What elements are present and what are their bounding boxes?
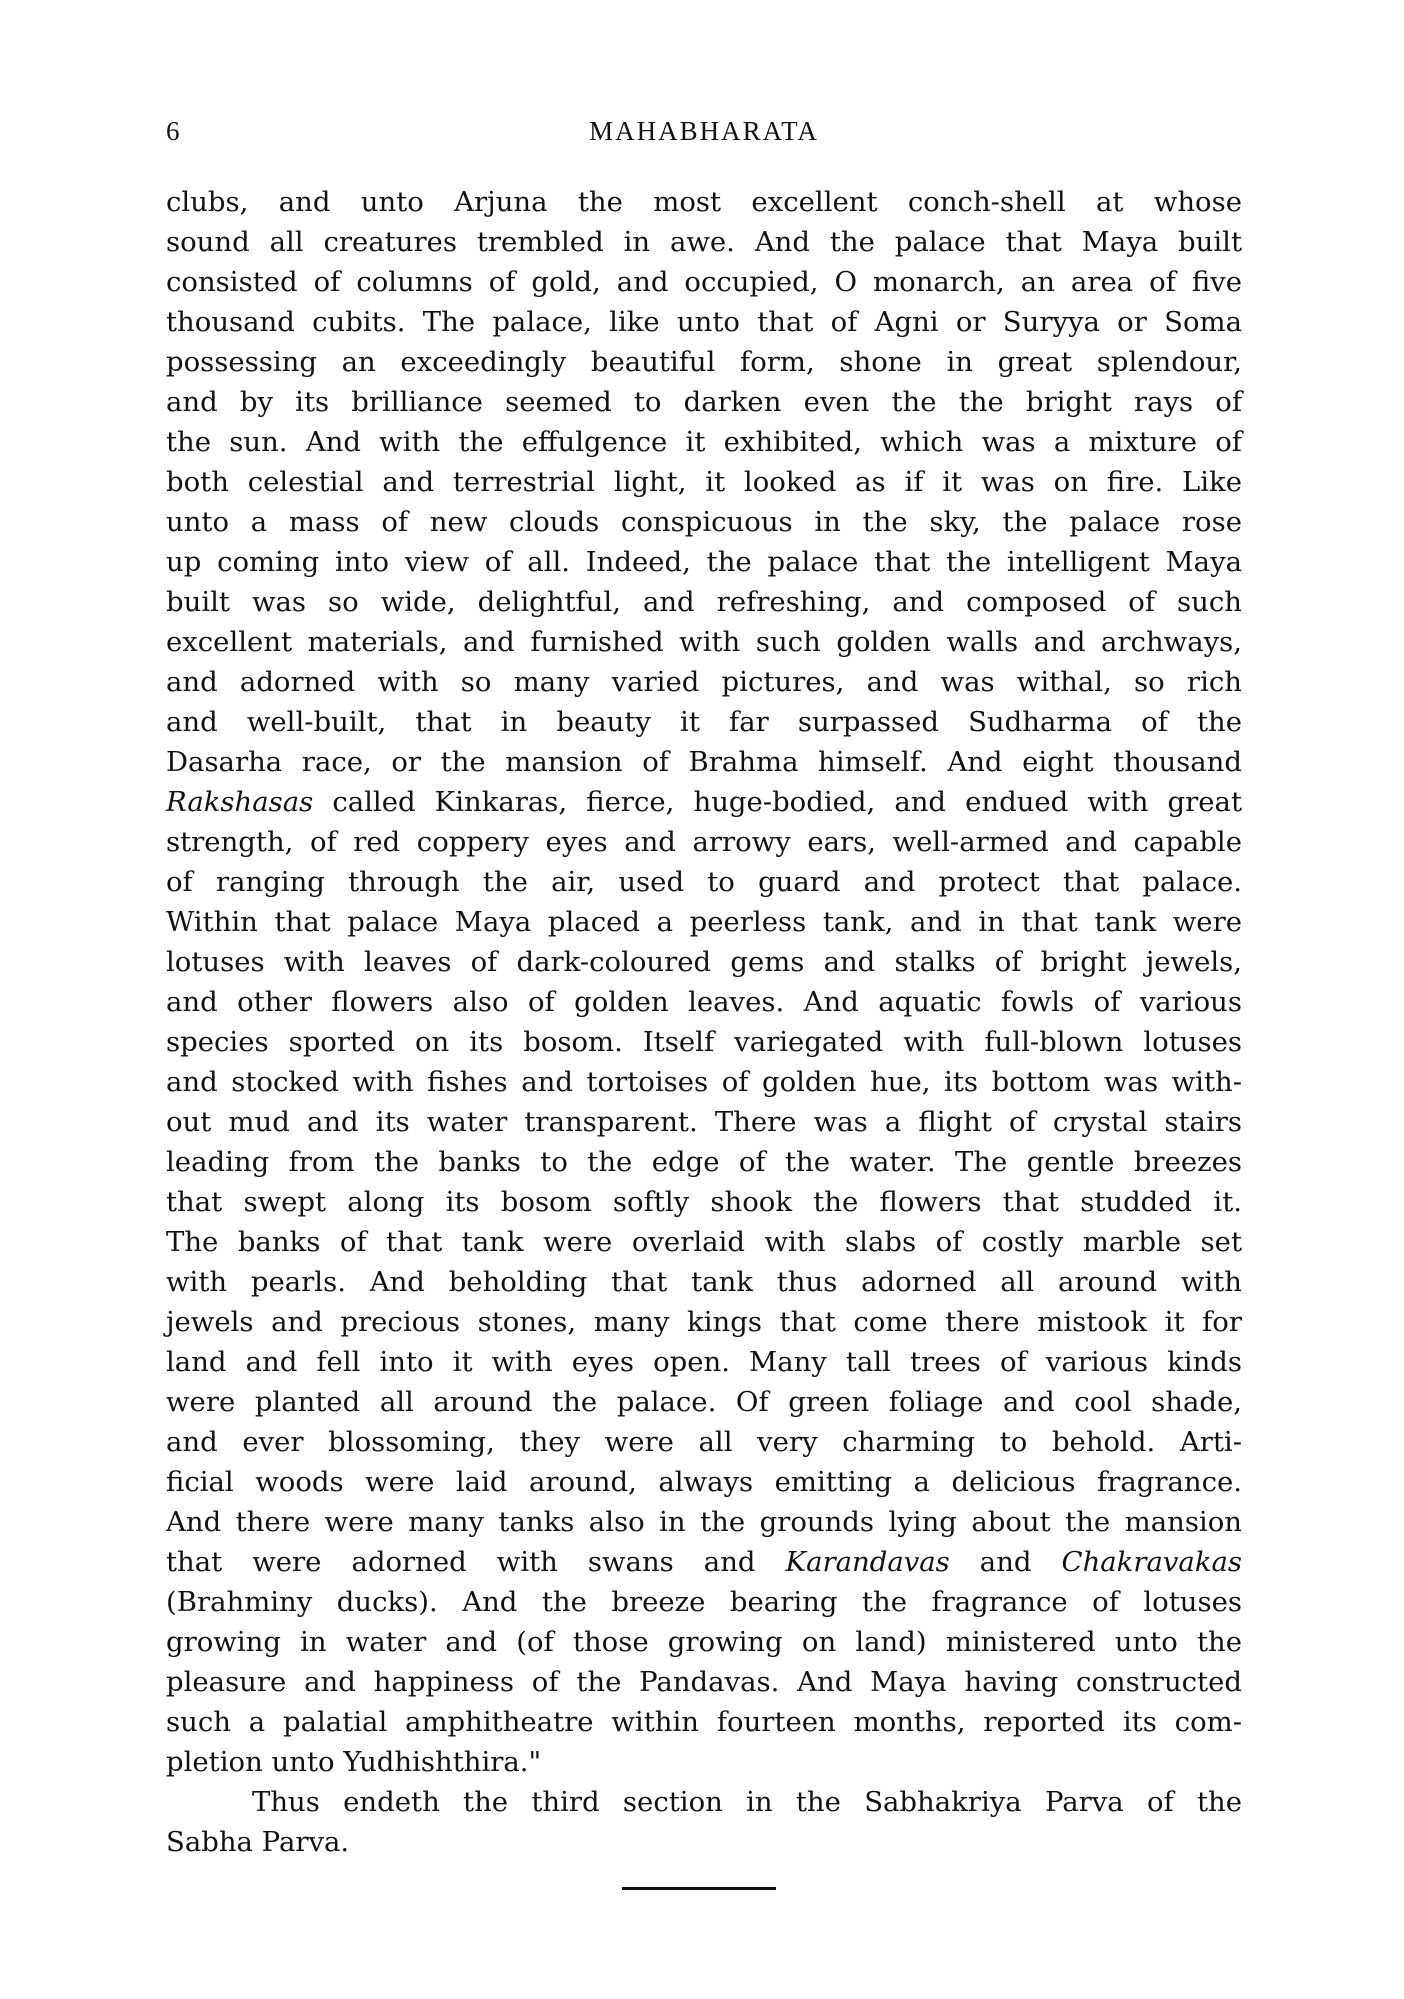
text-line: The banks of that tank were overlaid with slabs of costly marble set	[166, 1226, 1242, 1258]
text-line: And there were many tanks also in the grounds lying about the mansion	[166, 1506, 1242, 1538]
text-line: up coming into view of all. Indeed, the palace that the intelligent Maya	[166, 546, 1242, 578]
italic-term: Karandavas	[785, 1546, 950, 1578]
text-line: that swept along its bosom softly shook the flowers that studded it.	[166, 1186, 1242, 1218]
section-end-rule	[622, 1887, 776, 1890]
body-text	[166, 182, 1242, 1862]
text-line: ficial woods were laid around, always emitting a delicious fragrance.	[166, 1466, 1242, 1498]
text-line: both celestial and terrestrial light, it looked as if it was on fire. Like	[166, 466, 1242, 498]
running-head: MAHABHARATA	[589, 116, 819, 146]
text-line: strength, of red coppery eyes and arrowy ears, well-armed and capable	[166, 826, 1242, 858]
text-line-rakshasas	[166, 782, 1242, 822]
text-line: of ranging through the air, used to guard and protect that palace.	[166, 866, 1242, 898]
text-line: Thus endeth the third section in the Sabhakriya Parva of the	[252, 1786, 1242, 1818]
text-line: and adorned with so many varied pictures, and was withal, so rich	[166, 666, 1242, 698]
text-line: unto a mass of new clouds conspicuous in the sky, the palace rose	[166, 506, 1242, 538]
page-header	[166, 116, 1242, 164]
page-number: 6	[166, 116, 180, 146]
text-line: Dasarha race, or the mansion of Brahma himself. And eight thousand	[166, 746, 1242, 778]
line-segment: called Kinkaras, fierce, huge-bodied, and endued with great	[313, 786, 1242, 818]
text-line: species sported on its bosom. Itself variegated with full-blown lotuses	[166, 1026, 1242, 1058]
text-line: Sabha Parva.	[166, 1826, 350, 1858]
text-line: with pearls. And beholding that tank thus adorned all around with	[166, 1266, 1242, 1298]
text-line: leading from the banks to the edge of the water. The gentle breezes	[166, 1146, 1242, 1178]
text-line: sound all creatures trembled in awe. And the palace that Maya built	[166, 226, 1242, 258]
text-line: out mud and its water transparent. There was a flight of crystal stairs	[166, 1106, 1242, 1138]
italic-term: Chakravakas	[1061, 1546, 1242, 1578]
text-line: and well-built, that in beauty it far surpassed Sudharma of the	[166, 706, 1242, 738]
text-line: and by its brilliance seemed to darken even the the bright rays of	[166, 386, 1242, 418]
text-line: jewels and precious stones, many kings that come there mistook it for	[166, 1306, 1242, 1338]
text-line: lotuses with leaves of dark-coloured gems and stalks of bright jewels,	[166, 946, 1242, 978]
text-line: such a palatial amphitheatre within fourteen months, reported its com-	[166, 1706, 1242, 1738]
text-line: the sun. And with the effulgence it exhibited, which was a mixture of	[166, 426, 1242, 458]
text-line: excellent materials, and furnished with such golden walls and archways,	[166, 626, 1242, 658]
text-line: and ever blossoming, they were all very charming to behold. Arti-	[166, 1426, 1242, 1458]
text-line: (Brahminy ducks). And the breeze bearing the fragrance of lotuses	[166, 1586, 1242, 1618]
text-line: possessing an exceedingly beautiful form, shone in great splendour,	[166, 346, 1242, 378]
text-line: built was so wide, delightful, and refreshing, and composed of such	[166, 586, 1242, 618]
text-line: consisted of columns of gold, and occupied, O monarch, an area of five	[166, 266, 1242, 298]
text-line: land and fell into it with eyes open. Many tall trees of various kinds	[166, 1346, 1242, 1378]
text-line: clubs, and unto Arjuna the most excellent conch-shell at whose	[166, 186, 1242, 218]
text-line: pletion unto Yudhishthira."	[166, 1746, 542, 1778]
text-line: and other flowers also of golden leaves. And aquatic fowls of various	[166, 986, 1242, 1018]
line-segment: that were adorned with swans and	[166, 1546, 786, 1578]
text-line: and stocked with fishes and tortoises of golden hue, its bottom was with-	[166, 1066, 1242, 1098]
text-line: Within that palace Maya placed a peerless tank, and in that tank were	[166, 906, 1242, 938]
text-line: pleasure and happiness of the Pandavas. And Maya having constructed	[166, 1666, 1242, 1698]
text-line-karandavas	[166, 1542, 1242, 1582]
italic-term: Rakshasas	[166, 786, 314, 818]
text-line: growing in water and (of those growing on land) ministered unto the	[166, 1626, 1242, 1658]
text-line: thousand cubits. The palace, like unto that of Agni or Suryya or Soma	[166, 306, 1242, 338]
text-line: were planted all around the palace. Of green foliage and cool shade,	[166, 1386, 1242, 1418]
line-segment: and	[949, 1546, 1062, 1578]
